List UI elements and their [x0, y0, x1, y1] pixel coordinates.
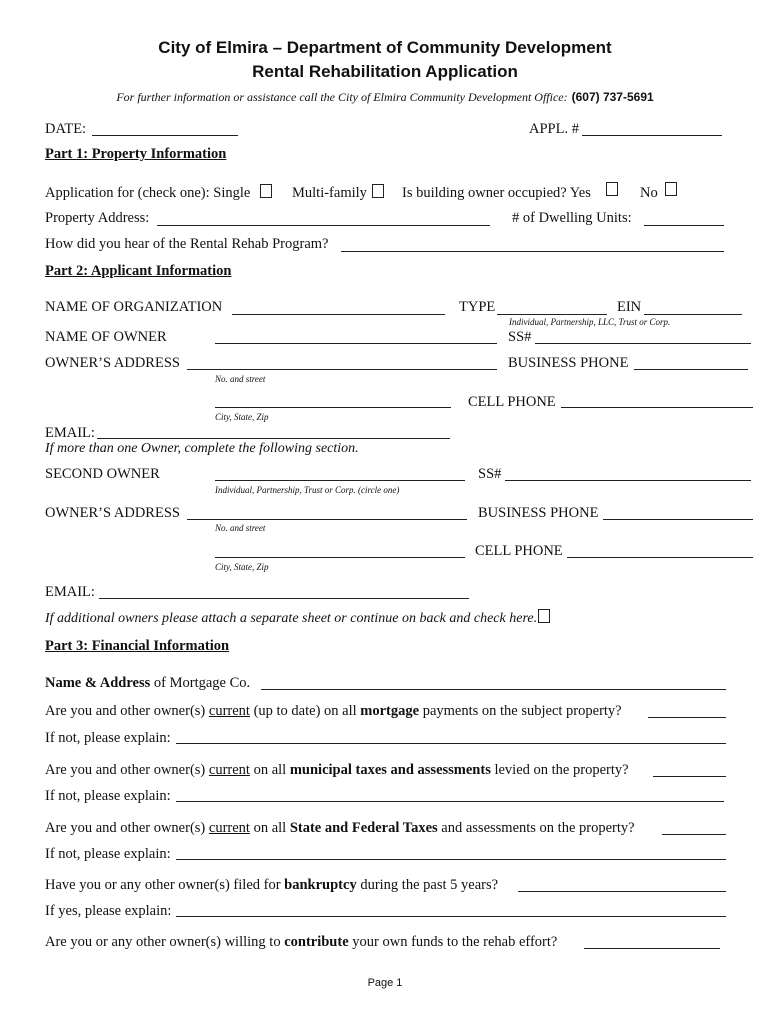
additional-owners-note: If additional owners please attach a separate sheet or continue on back and check here.: [45, 611, 538, 626]
q1-b: (up to date) on all: [253, 703, 357, 719]
more-owners-note: If more than one Owner, complete the following section.: [45, 441, 359, 456]
q-state-federal-field[interactable]: [662, 834, 726, 835]
q1-a: Are you and other owner(s): [45, 703, 206, 719]
q3-u: current: [208, 820, 250, 836]
mortgage-field[interactable]: [261, 689, 726, 690]
ein-label: EIN: [617, 299, 642, 315]
q-mortgage-current: [45, 703, 622, 720]
no-label: No: [640, 185, 658, 201]
explain3-field[interactable]: [176, 859, 726, 860]
q-taxes-current: [45, 762, 629, 779]
explain2-field[interactable]: [176, 801, 724, 802]
application-for-label: Application for (check one): Single: [45, 185, 251, 201]
q5-c: your own funds to the rehab effort?: [352, 934, 558, 950]
city-note: City, State, Zip: [215, 412, 269, 422]
owner-name-field[interactable]: [215, 343, 497, 344]
property-address-label: Property Address:: [45, 210, 150, 226]
q5-a: Are you or any other owner(s) willing to: [45, 934, 281, 950]
explain2-label: If not, please explain:: [45, 788, 171, 804]
cell-phone-field[interactable]: [561, 407, 753, 408]
contact-text: For further information or assistance call the City of Elmira Community Development Office:: [116, 90, 568, 104]
q2-bold: municipal taxes and assessments: [289, 762, 491, 778]
hear-about-label: How did you hear of the Rental Rehab Program?: [45, 236, 329, 252]
mortgage-label: [45, 675, 250, 692]
appl-number-field[interactable]: [582, 135, 722, 136]
dwelling-units-label: # of Dwelling Units:: [512, 210, 632, 226]
second-owner-field[interactable]: [215, 480, 465, 481]
owner-name-label: NAME OF OWNER: [45, 329, 167, 345]
hear-about-field[interactable]: [341, 251, 724, 252]
q1-c: payments on the subject property?: [422, 703, 622, 719]
q1-bold: mortgage: [360, 703, 420, 719]
email-label: EMAIL:: [45, 425, 95, 441]
appl-label: APPL. #: [529, 121, 579, 137]
q4-bold: bankruptcy: [284, 877, 357, 893]
part3-heading: Part 3: Financial Information: [45, 638, 230, 654]
q-mortgage-current-field[interactable]: [648, 717, 726, 718]
second-owner-label: SECOND OWNER: [45, 466, 160, 482]
multifamily-label: Multi-family: [292, 185, 367, 201]
business-phone2-label: BUSINESS PHONE: [478, 505, 599, 521]
additional-owners-checkbox[interactable]: [538, 609, 550, 623]
cell-phone-label: CELL PHONE: [468, 394, 556, 410]
q1-u: current: [208, 703, 250, 719]
page-number: Page 1: [367, 977, 403, 989]
q-contribute-field[interactable]: [584, 948, 720, 949]
q-state-federal: [45, 820, 635, 837]
org-name-label: NAME OF ORGANIZATION: [45, 299, 223, 315]
email2-label: EMAIL:: [45, 584, 95, 600]
q4-a: Have you or any other owner(s) filed for: [45, 877, 281, 893]
owner-address-label: OWNER’S ADDRESS: [45, 355, 180, 371]
ss-label: SS#: [508, 329, 532, 345]
single-checkbox[interactable]: [260, 184, 272, 198]
q2-a: Are you and other owner(s): [45, 762, 206, 778]
q-bankruptcy-field[interactable]: [518, 891, 726, 892]
q-taxes-current-field[interactable]: [653, 776, 726, 777]
date-field[interactable]: [92, 135, 238, 136]
owner-occupied-yes-checkbox[interactable]: [606, 182, 618, 196]
second-owner-note: Individual, Partnership, Trust or Corp. (circle one): [215, 485, 400, 495]
q4-c: during the past 5 years?: [360, 877, 499, 893]
contact-info: [0, 88, 770, 106]
q2-c: levied on the property?: [494, 762, 629, 778]
contact-phone: (607) 737-5691: [571, 90, 654, 104]
mortgage-label-rest: of Mortgage Co.: [153, 675, 251, 691]
q3-bold: State and Federal Taxes: [289, 820, 438, 836]
part2-heading: Part 2: Applicant Information: [45, 263, 232, 279]
type-note: Individual, Partnership, LLC, Trust or Corp.: [509, 317, 671, 327]
q2-u: current: [208, 762, 250, 778]
street-note: No. and street: [215, 374, 266, 384]
explain4-label: If yes, please explain:: [45, 903, 172, 919]
ein-field[interactable]: [644, 314, 742, 315]
form-title: City of Elmira – Department of Community Development: [158, 38, 612, 57]
explain3-label: If not, please explain:: [45, 846, 171, 862]
property-address-field[interactable]: [157, 225, 490, 226]
owner-address-street-field[interactable]: [187, 369, 497, 370]
date-label: DATE:: [45, 121, 87, 137]
email-field[interactable]: [97, 438, 450, 439]
owner-address2-label: OWNER’S ADDRESS: [45, 505, 180, 521]
city-note2: City, State, Zip: [215, 562, 269, 572]
q3-c: and assessments on the property?: [441, 820, 635, 836]
owner-address2-street-field[interactable]: [187, 519, 467, 520]
q-bankruptcy: [45, 877, 498, 894]
explain1-label: If not, please explain:: [45, 730, 171, 746]
second-ss-label: SS#: [478, 466, 502, 482]
mortgage-label-bold: Name & Address: [45, 675, 151, 691]
q5-bold: contribute: [284, 934, 349, 950]
business-phone-field[interactable]: [634, 369, 748, 370]
type-label: TYPE: [459, 299, 496, 315]
type-field[interactable]: [497, 314, 607, 315]
org-name-field[interactable]: [232, 314, 445, 315]
part1-heading: Part 1: Property Information: [45, 146, 227, 162]
q-contribute: [45, 934, 557, 951]
cell-phone2-label: CELL PHONE: [475, 543, 563, 559]
business-phone-label: BUSINESS PHONE: [508, 355, 629, 371]
form-subtitle: Rental Rehabilitation Application: [252, 62, 518, 81]
street-note2: No. and street: [215, 523, 266, 533]
dwelling-units-field[interactable]: [644, 225, 724, 226]
q2-b: on all: [253, 762, 287, 778]
owner-occupied-label: Is building owner occupied? Yes: [402, 185, 591, 201]
explain1-field[interactable]: [176, 743, 726, 744]
q3-a: Are you and other owner(s): [45, 820, 206, 836]
explain4-field[interactable]: [176, 916, 726, 917]
cell-phone2-field[interactable]: [567, 557, 753, 558]
owner-address-city-field[interactable]: [215, 407, 451, 408]
owner-address2-city-field[interactable]: [215, 557, 465, 558]
email2-field[interactable]: [99, 598, 469, 599]
ss-field[interactable]: [535, 343, 751, 344]
owner-occupied-no-checkbox[interactable]: [665, 182, 677, 196]
q3-b: on all: [253, 820, 287, 836]
second-ss-field[interactable]: [505, 480, 751, 481]
multifamily-checkbox[interactable]: [372, 184, 384, 198]
business-phone2-field[interactable]: [603, 519, 753, 520]
